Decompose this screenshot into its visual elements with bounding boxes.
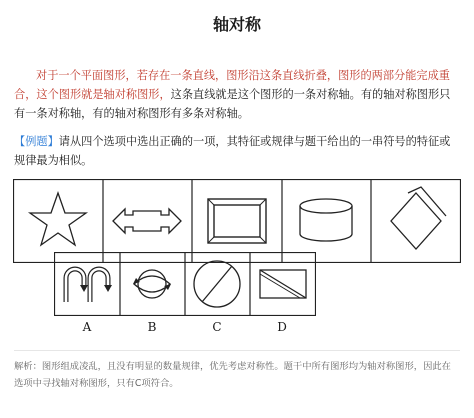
- option-figure-row: [54, 252, 316, 316]
- option-label-c: C: [212, 320, 222, 334]
- example-tag: 【例题】: [14, 135, 59, 148]
- star-icon: [30, 193, 86, 245]
- example-text: 请从四个选项中选出正确的一项，其特征或规律与题干给出的一串符号的特征或规律最为相似。: [14, 135, 451, 167]
- cylinder-icon: [300, 199, 352, 241]
- analysis-text: 解析：图形组成凌乱，且没有明显的数量规律，优先考虑对称性。题干中所有图形均为轴对称图形，因此在选项中寻找轴对称图形，只有C项符合。: [14, 361, 451, 389]
- divider: [14, 350, 460, 351]
- question-figure-row: [13, 179, 461, 263]
- option-label-a: A: [82, 320, 92, 334]
- definition-paragraph: [14, 66, 460, 123]
- option-label-b: B: [147, 320, 157, 334]
- eye-circle-icon: [133, 270, 171, 298]
- page-title: 轴对称: [212, 15, 261, 34]
- rectangle-diagonal-icon: [260, 270, 306, 298]
- example-paragraph: [14, 132, 460, 170]
- rotated-square-icon: [391, 187, 446, 249]
- definition-rest: 这条直线就是这个图形的一条对称轴。有的轴对称图形只有一条对称轴，有的轴对称图形有多条对称轴。: [14, 88, 451, 120]
- double-arrow-icon: [113, 209, 181, 233]
- definition-highlight: 对于一个平面图形，若存在一条直线，图形沿这条直线折叠，图形的两部分能完成重合，这个图形就是轴对称图形，: [14, 69, 450, 101]
- framed-rectangle-icon: [208, 199, 266, 243]
- option-label-d: D: [277, 320, 287, 334]
- hooks-icon: [66, 269, 112, 302]
- circle-chord-icon: [194, 261, 240, 307]
